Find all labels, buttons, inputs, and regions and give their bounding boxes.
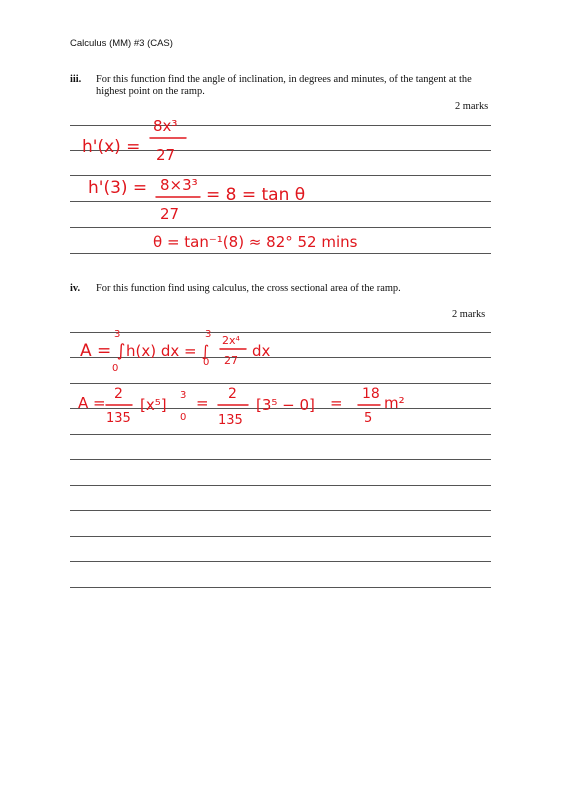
hw-iv-line2-bracket1: [x⁵] [140, 396, 167, 414]
hw-iv-line1-a: A = ∫ [80, 341, 126, 361]
hw-iii-line2-lhs: h'(3) = [88, 178, 148, 198]
hw-iv-line1-a-top: 3 [114, 329, 121, 340]
hw-iv-line1-end: dx [252, 342, 271, 360]
hw-iv-line2-eq: = [196, 394, 209, 412]
question-number: iv. [70, 283, 81, 294]
hw-iv-line1-frac-den: 27 [224, 354, 238, 367]
hw-iii-line1-lhs: h'(x) = [82, 137, 141, 157]
hw-iv-line2-f3-den: 5 [364, 411, 373, 426]
hw-iii-line2-den: 27 [160, 205, 180, 223]
hw-iv-line2-f2-den: 135 [218, 413, 243, 428]
hw-iv-line1-a-bot: 0 [112, 363, 119, 374]
hw-iv-line2-f3-num: 18 [362, 386, 380, 402]
hw-iii-line2-num: 8×3³ [160, 176, 198, 194]
marks-label: 2 marks [452, 309, 486, 320]
hw-iv-line1-b: h(x) dx = ∫ [126, 342, 210, 360]
hw-iv-line2-bracket2: [3⁵ − 0] [256, 396, 315, 414]
hw-iv-line1-frac-num: 2x⁴ [222, 334, 240, 347]
question-text: For this function find using calculus, the cross sectional area of the ramp. [96, 283, 401, 294]
hw-iv-line2-f1-den: 135 [106, 411, 131, 426]
question-text: For this function find the angle of inclination, in degrees and minutes, of the tangent at the highest point on the ramp. [96, 74, 472, 97]
hw-iii-line3: θ = tan⁻¹(8) ≈ 82° 52 mins [153, 233, 358, 251]
hw-iv-line2-a: A = [78, 394, 106, 412]
marks-label: 2 marks [455, 101, 489, 112]
hw-iii-line1-num: 8x³ [153, 117, 178, 135]
hw-iv-line2-b1-bot: 0 [180, 412, 187, 423]
page-header: Calculus (MM) #3 (CAS) [70, 38, 173, 49]
hw-iv-line1-b-top: 3 [205, 329, 212, 340]
question-number: iii. [70, 74, 82, 85]
hw-iv-line2-f2-num: 2 [228, 386, 237, 402]
hw-iv-line2-b1-top: 3 [180, 390, 187, 401]
hw-iv-line1-b-bot: 0 [203, 357, 210, 368]
hw-iv-line2-unit: m² [384, 394, 405, 412]
hw-iii-line1-den: 27 [156, 146, 176, 164]
hw-iii-line2-rest: = 8 = tan θ [206, 185, 306, 205]
hw-iv-line2-eq2: = [330, 394, 343, 412]
hw-iv-line2-f1-num: 2 [114, 386, 123, 402]
